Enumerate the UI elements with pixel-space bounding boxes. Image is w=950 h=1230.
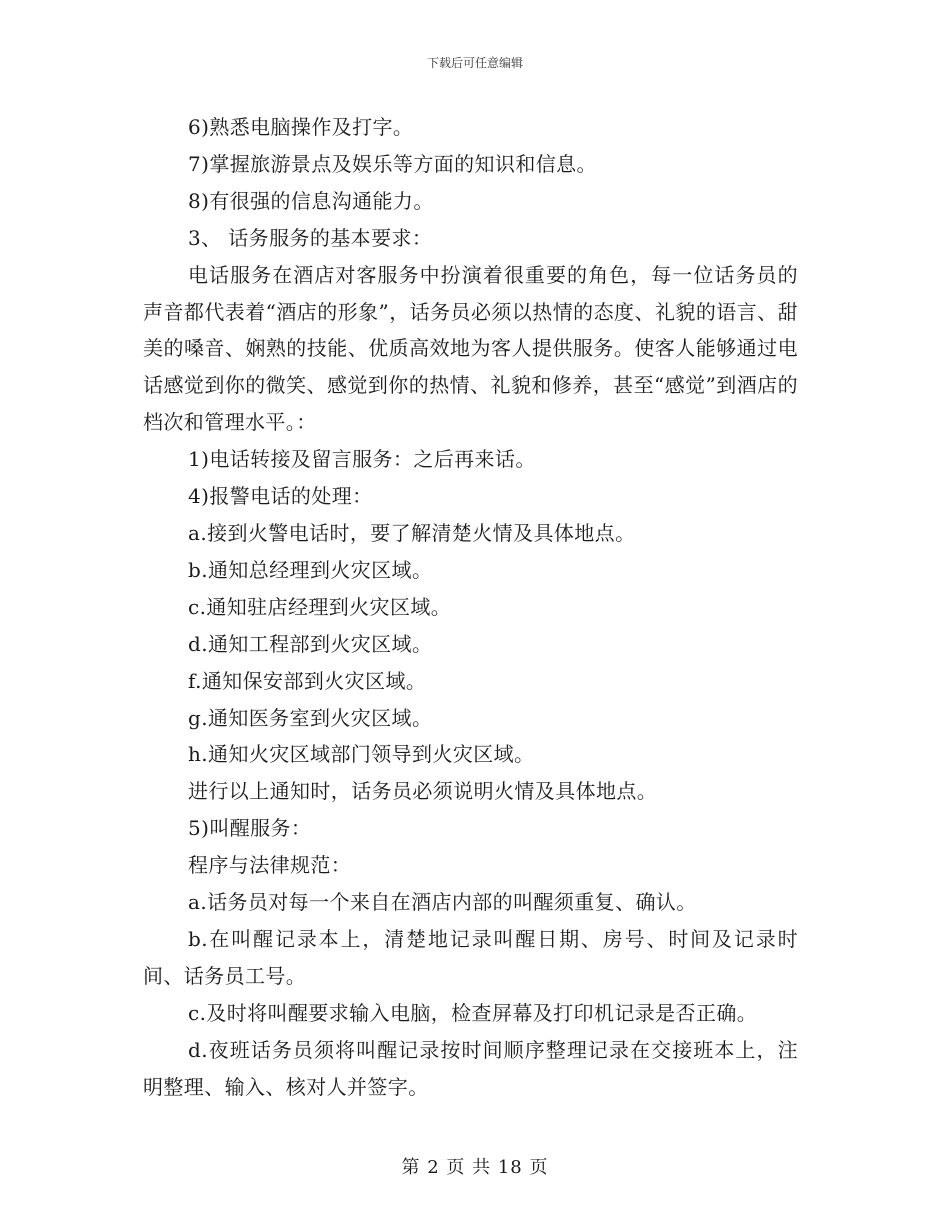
page-header-note: 下载后可任意编辑	[426, 56, 523, 70]
paragraph: 4)报警电话的处理：	[188, 484, 373, 509]
paragraph: 1)电话转接及留言服务：之后再来话。	[188, 447, 536, 472]
paragraph: 进行以上通知时，话务员必须说明火情及具体地点。	[188, 779, 658, 804]
page-footer: 第 2 页 共 18 页	[401, 1157, 549, 1178]
paragraph: 8)有很强的信息沟通能力。	[188, 188, 434, 213]
list-item: f.通知保安部到火灾区域。	[188, 668, 427, 693]
list-item: d.通知工程部到火灾区域。	[188, 631, 433, 656]
list-item: d.夜班话务员须将叫醒记录按时间顺序整理记录在交接班本上，注明整理、输入、核对人并签字。	[143, 1037, 798, 1099]
paragraph: 程序与法律规范：	[188, 853, 352, 878]
list-item: c.通知驻店经理到火灾区域。	[188, 594, 452, 619]
paragraph: 电话服务在酒店对客服务中扮演着很重要的角色，每一位话务员的声音都代表着“酒店的形象”，话务员必须以热情的态度、礼貌的语言、甜美的嗓音、娴熟的技能、优质高效地为客人提供服务。使客人能够通过电话感觉到你的微笑、感觉到你的热情、礼貌和修养，甚至“感觉”到酒店的档次和管理水平。：	[143, 262, 798, 435]
list-item: h.通知火灾区域部门领导到火灾区域。	[188, 742, 535, 767]
list-item: c.及时将叫醒要求输入电脑，检查屏幕及打印机记录是否正确。	[188, 1000, 758, 1025]
paragraph: 7)掌握旅游景点及娱乐等方面的知识和信息。	[188, 151, 597, 176]
list-item: g.通知医务室到火灾区域。	[188, 705, 433, 730]
list-item: b.通知总经理到火灾区域。	[188, 557, 433, 582]
list-item: a.接到火警电话时，要了解清楚火情及具体地点。	[188, 520, 636, 545]
paragraph: 6)熟悉电脑操作及打字。	[188, 115, 414, 139]
document-body	[143, 109, 798, 1105]
paragraph: 5)叫醒服务：	[188, 816, 312, 841]
list-item: a.话务员对每一个来自在酒店内部的叫醒须重复、确认。	[188, 890, 697, 915]
list-item: b.在叫醒记录本上，清楚地记录叫醒日期、房号、时间及记录时间、话务员工号。	[143, 926, 798, 988]
section-heading: 3、 话务服务的基本要求：	[188, 225, 433, 250]
